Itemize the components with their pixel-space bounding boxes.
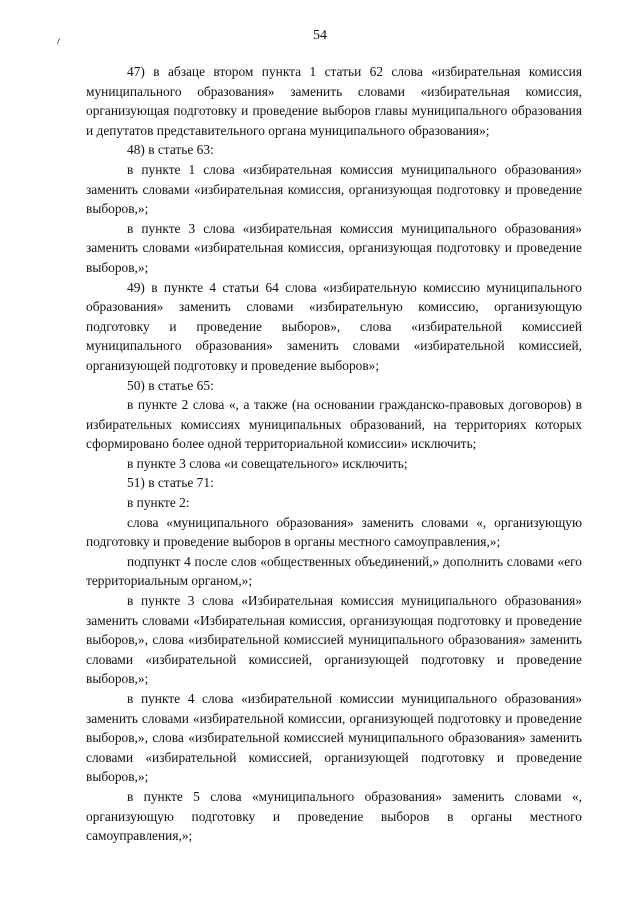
paragraph-50-item-2: в пункте 2 слова «, а также (на основании гражданско-правовых договоров) в избирательных комиссиях муниципальных образований, на территориях которых сформировано более одной территориальной комиссии» исключить; <box>86 397 582 452</box>
paragraph-49: 49) в пункте 4 статьи 64 слова «избирательную комиссию муниципального образования» заменить словами «избирательную комиссию, организующую подготовку и проведение выборов», слова «избирательной комиссией муниципального образования» заменить словами «избирательной комиссией, организующей подготовку и проведение выборов»; <box>86 279 582 373</box>
paragraph-48-item-3: в пункте 3 слова «избирательная комиссия муниципального образования» заменить словами «избирательная комиссия, организующая подготовку и проведение выборов,»; <box>86 220 582 275</box>
paragraph-51-item-2: в пункте 2: <box>127 495 190 511</box>
paragraph-50-item-3: в пункте 3 слова «и совещательного» исключить; <box>127 455 408 471</box>
paragraph-51-subitem-4: подпункт 4 после слов «общественных объединений,» дополнить словами «его территориальным органом,»; <box>86 553 582 589</box>
paragraph-51-item-3: в пункте 3 слова «Избирательная комиссия муниципального образования» заменить словами «Избирательная комиссия, организующая подготовку и проведение выборов,», слова «избирательной комиссией муниципального образования» заменить словами «избирательной комиссией, организующей подготовку и проведение выборов,»; <box>86 593 582 687</box>
paragraph-51: 51) в статье 71: <box>127 475 214 491</box>
paragraph-51-item-4: в пункте 4 слова «избирательной комиссии муниципального образования» заменить словами «избирательной комиссии, организующей подготовку и проведение выборов,», слова «избирательной комиссией муниципального образования» заменить словами «избирательной комиссией, организующей подготовку и проведение выборов,»; <box>86 691 582 785</box>
paragraph-48-item-1: в пункте 1 слова «избирательная комиссия муниципального образования» заменить словами «избирательная комиссия, организующая подготовку и проведение выборов,»; <box>86 161 582 217</box>
document-body <box>86 62 582 846</box>
paragraph-51-item-5: в пункте 5 слова «муниципального образования» заменить словами «, организующую подготовку и проведение выборов в органы местного самоуправления,»; <box>86 788 582 844</box>
paragraph-47: 47) в абзаце втором пункта 1 статьи 62 слова «избирательная комиссия муниципального образования» заменить словами «избирательная комиссия, организующая подготовку и проведение выборов главы муниципального образования и депутатов представительного органа муниципального образования»; <box>86 64 582 138</box>
page-number: 54 <box>313 28 327 43</box>
paragraph-51-item-2-words: слова «муниципального образования» заменить словами «, организующую подготовку и проведение выборов в органы местного самоуправления,»; <box>86 514 582 550</box>
paragraph-48: 48) в статье 63: <box>127 142 214 158</box>
paragraph-50: 50) в статье 65: <box>127 377 214 393</box>
